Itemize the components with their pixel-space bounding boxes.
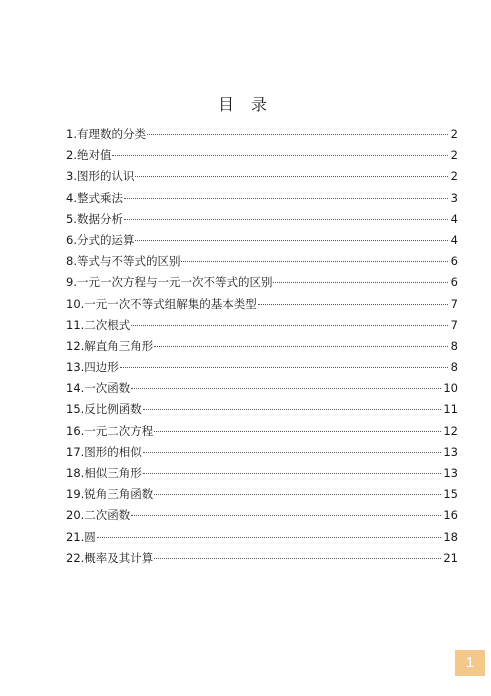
toc-dot-leader [131,325,448,326]
toc-entry[interactable] [66,272,458,293]
toc-entry[interactable] [66,463,458,484]
toc-dot-leader [131,388,441,389]
toc-entry-page: 2 [450,148,458,163]
toc-entry-page: 16 [443,508,458,523]
toc-entry-page: 10 [443,381,458,396]
toc-entry[interactable] [66,527,458,548]
toc-list [66,124,458,569]
toc-entry[interactable] [66,357,458,378]
toc-dot-leader [120,367,448,368]
toc-dot-leader [135,176,448,177]
toc-entry[interactable] [66,378,458,399]
toc-entry-label: 8.等式与不等式的区别 [66,254,181,269]
toc-entry[interactable] [66,230,458,251]
toc-entry-label: 12.解直角三角形 [66,338,154,353]
toc-dot-leader [124,219,448,220]
toc-entry[interactable] [66,209,458,230]
toc-entry-label: 4.整式乘法 [66,190,123,205]
toc-entry[interactable] [66,188,458,209]
toc-entry-label: 6.分式的运算 [66,232,135,247]
toc-entry-label: 11.二次根式 [66,317,131,332]
toc-entry[interactable] [66,166,458,187]
toc-entry[interactable] [66,484,458,505]
toc-entry-page: 2 [450,127,458,141]
toc-entry-label: 2.绝对值 [66,148,112,163]
toc-entry-page: 15 [443,487,458,502]
toc-entry[interactable] [66,399,458,420]
toc-dot-leader [147,134,448,135]
toc-entry[interactable] [66,442,458,463]
toc-entry-page: 4 [450,232,458,247]
toc-entry-label: 15.反比例函数 [66,402,142,417]
toc-entry-page: 8 [450,338,458,353]
toc-dot-leader [112,155,448,156]
toc-entry-label: 10.一元一次不等式组解集的基本类型 [66,296,257,311]
toc-dot-leader [124,198,448,199]
toc-entry-label: 20.二次函数 [66,508,131,523]
toc-entry-label: 16.一元二次方程 [66,423,154,438]
toc-entry-label: 18.相似三角形 [66,466,142,480]
toc-dot-leader [143,452,442,453]
toc-entry-label: 9.一元一次方程与一元一次不等式的区别 [66,275,273,290]
toc-entry-label: 3.图形的认识 [66,169,135,184]
toc-entry-label: 13.四边形 [66,360,119,375]
toc-entry-label: 19.锐角三角函数 [66,487,154,502]
toc-entry-page: 7 [450,296,458,311]
toc-entry-label: 22.概率及其计算 [66,550,154,565]
toc-dot-leader [97,537,442,538]
toc-entry-page: 12 [443,423,458,438]
toc-dot-leader [154,494,441,495]
toc-entry-page: 7 [450,317,458,332]
toc-entry[interactable] [66,251,458,272]
toc-entry[interactable] [66,548,458,569]
toc-entry-page: 3 [450,190,458,205]
toc-entry-page: 21 [443,550,458,565]
toc-entry-label: 1.有理数的分类 [66,127,146,141]
toc-dot-leader [154,346,448,347]
toc-entry-label: 14.一次函数 [66,381,131,396]
toc-dot-leader [154,431,441,432]
toc-entry[interactable] [66,421,458,442]
toc-entry-page: 2 [450,169,458,184]
toc-entry-page: 11 [443,402,458,417]
toc-entry-page: 6 [450,275,458,290]
toc-dot-leader [154,558,441,559]
toc-dot-leader [143,409,442,410]
toc-entry-page: 13 [443,466,458,480]
toc-entry-page: 18 [443,529,458,544]
toc-entry[interactable] [66,505,458,526]
toc-entry-page: 8 [450,360,458,375]
toc-entry-label: 21.圆 [66,529,96,544]
toc-entry-page: 13 [443,444,458,459]
toc-entry[interactable] [66,315,458,336]
toc-entry-page: 4 [450,211,458,226]
toc-dot-leader [273,282,448,283]
page-number-badge: 1 [455,650,485,676]
toc-entry[interactable] [66,124,458,145]
toc-title: 目 录 [217,95,274,114]
toc-dot-leader [181,261,448,262]
toc-dot-leader [258,304,448,305]
toc-dot-leader [135,240,448,241]
toc-dot-leader [131,515,441,516]
toc-entry-label: 5.数据分析 [66,211,123,226]
toc-entry-page: 6 [450,254,458,269]
toc-entry[interactable] [66,336,458,357]
toc-dot-leader [143,473,442,474]
toc-entry-label: 17.图形的相似 [66,444,142,459]
toc-entry[interactable] [66,145,458,166]
toc-entry[interactable] [66,294,458,315]
